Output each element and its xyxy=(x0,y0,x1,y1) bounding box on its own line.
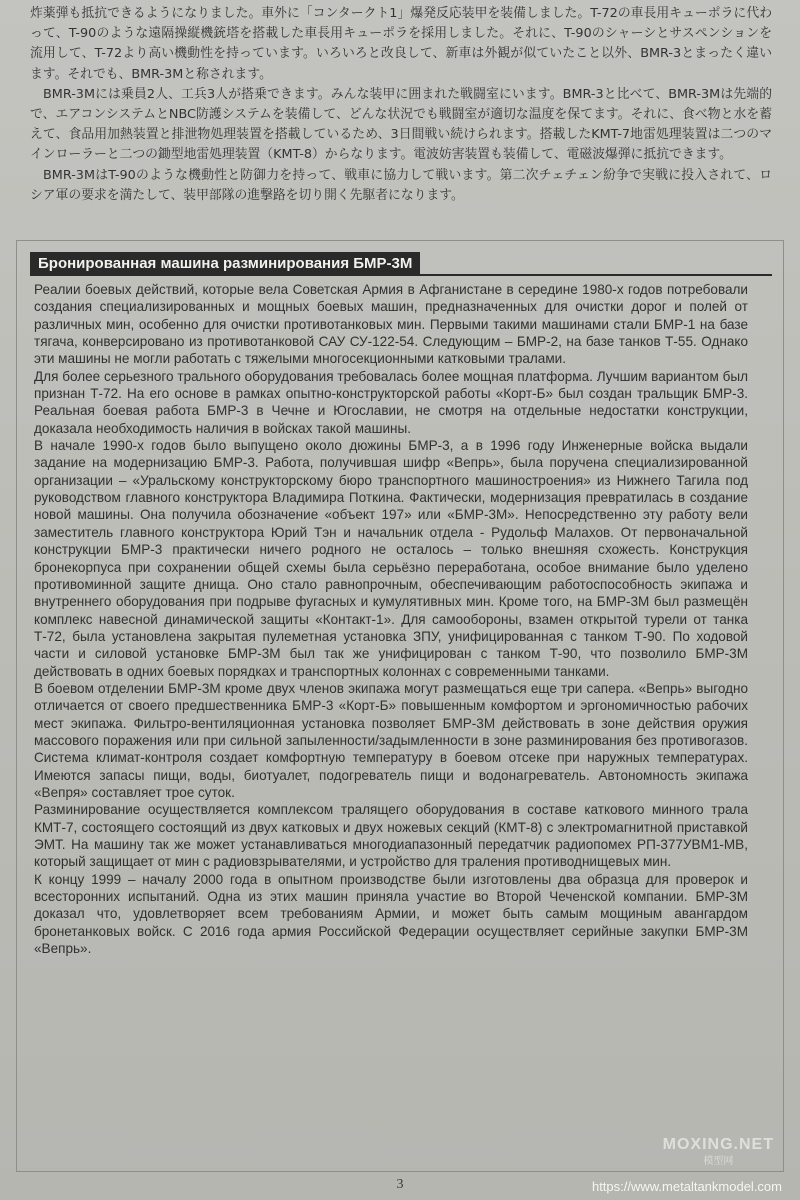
heading-rule xyxy=(30,274,772,276)
source-url: https://www.metaltankmodel.com xyxy=(591,1179,782,1194)
section-title: Бронированная машина разминирования БМР-3М xyxy=(30,252,420,276)
russian-paragraph: Реалии боевых действий, которые вела Советская Армия в Афганистане в середине 1980-х годов потребовали создания специализированных и мощных боевых машин, предназначенных для очистки дорог и полей от различных мин, особенно для очистки противотанковых мин. Первыми такими машинами стали БМР-1 на базе тягача, конверсировано из противотанковой САУ СУ-122-54. Следующим – БМР-2, на базе танков Т-55. Однако эти машины не могли работать с тяжелыми многосекционными катковыми тралами. xyxy=(34,282,748,367)
japanese-paragraph: BMR-3Mには乗員2人、工兵3人が搭乗できます。みんな装甲に囲まれた戦闘室にいます。BMR-3と比べて、BMR-3Mは先端的で、エアコンシステムとNBC防護システムを装備して、どんな状況でも戦闘室が適切な温度を保てます。それに、食べ物と水を蓄えて、食品用加熱装置と排泄物処理装置を搭載しているため、3日間戦い続けられます。搭載したKMT-7地雷処理装置は二つのマインローラーと二つの鋤型地雷処理装置（KMT-8）からなります。電波妨害装置も装備して、電磁波爆弾に抵抗できます。 xyxy=(30,86,772,163)
russian-paragraph: К концу 1999 – началу 2000 года в опытном производстве были изготовлены два образца для проверок и всесторонних испытаний. Одна из этих машин приняла участие во Второй Чеченской компании. БМР-3М доказал что, удовлетворяет всем требованиям Армии, и может быть самым мощиным авангардом бронетанковых войск. С 2016 года армия Российской Федерации осуществляет серийные закупки БМР-3М «Вепрь». xyxy=(34,871,748,957)
section-heading xyxy=(30,252,772,276)
page-number: 3 xyxy=(396,1177,404,1192)
russian-paragraph: Разминирование осуществляется комплексом тралящего оборудования в составе каткового минного трала КМТ-7, состоящего состоящий из двух катковых и двух ножевых секций (КМТ-8) с электромагнитной приставкой ЭМТ. На машину так же может устанавливаться многодиапазонный передатчик радиопомех РП-377УВМ1-МВ, который защищает от мин с радиовзрывателями, и устройство для траления противоднищевых мин. xyxy=(34,802,748,870)
japanese-paragraph: BMR-3MはT-90のような機動性と防御力を持って、戦車に協力して戦います。第二次チェチェン紛争で実戦に投入されて、ロシア軍の要求を満たして、装甲部隊の進撃路を切り開く先駆者になります。 xyxy=(30,167,772,203)
watermark-main: MOXING.NET xyxy=(662,1136,774,1153)
russian-paragraph: В боевом отделении БМР-3М кроме двух членов экипажа могут размещаться еще три сапера. «Вепрь» выгодно отличается от своего предшественника БМР-3 «Корт-Б» повышенным комфортом и эргономичностью рабочих мест экипажа. Фильтро-вентиляционная установка позволяет БМР-3М действовать в зоне действия оружия массового поражения или при сильной запыленности/задымленности в зоне разминирования без противогазов. Система климат-контроля создает комфортную температуру в боевом отсеке при наружных температурах. Имеются запасы пищи, воды, биотуалет, подогреватель пищи и водонагреватель. Автономность экипажа «Вепря» составляет трое суток. xyxy=(34,680,748,800)
russian-text-block xyxy=(34,281,748,957)
russian-paragraph: Для более серьезного трального оборудования требовалась более мощная платформа. Лучшим вариантом был признан Т-72. На его основе в рамках опытно-конструкторской работы «Корт-Б» был создан тральщик БМР-3. Реальная боевая работа БМР-3 в Чечне и Югославии, не смотря на отдельные недостатки конструкции, доказала необходимость наличия в войсках такой машины. xyxy=(34,368,748,436)
russian-paragraph: В начале 1990-х годов было выпущено около дюжины БМР-3, а в 1996 году Инженерные войска выдали задание на модернизацию БМР-3. Работа, получившая шифр «Вепрь», была поручена специализированной организации – «Уральскому конструкторскому бюро транспортного машиностроения» из Нижнего Тагила под руководством главного конструктора Владимира Поткина. Фактически, модернизация превратилась в создание новой машины. Она получила обозначение «объект 197» или «БМР-3М». Непосредственно эту работу вели заместитель главного конструктора Юрий Тэн и начальник отдела - Рудольф Малахов. От первоначальной конструкции БМР-3 практически ничего родного не осталось – только внешняя схожесть. Конструкция бронекорпуса при сохранении общей схемы была серьёзно переработана, особое внимание было уделено противоминной защите днища. Оно стало равнопрочным, обеспечивающим работоспособность экипажа и внутреннего оборудования при подрыве фугасных и кумулятивных мин. Кроме того, на БМР-3М был размещён комплекс навесной динамической защиты «Контакт-1». Для самообороны, взамен открытой турели от танка Т-72, была установлена закрытая пулеметная установка ЗПУ, унифицированная с танком Т-90. По ходовой части и силовой установке БМР-3М был так же унифицирован с танком Т-90, что позволило БМР-3М действовать в одних боевых порядках и транспортных колоннах с современными танками. xyxy=(34,438,748,679)
japanese-text-block xyxy=(30,4,772,206)
watermark xyxy=(663,1136,774,1167)
watermark-sub: 模型网 xyxy=(703,1156,734,1167)
japanese-paragraph: 炸薬弾も抵抗できるようになりました。車外に「コンタークト1」爆発反応装甲を装備しました。T-72の車長用キューポラに代わって、T-90のような遠隔操縦機銃塔を搭載した車長用キューポラを採用しました。それに、T-90のシャーシとサスペンションを流用して、T-72より高い機動性を持っています。いろいろと改良して、新車は外観が似ていたこと以外、BMR-3とまったく違います。それでも、BMR-3Mと称されます。 xyxy=(30,6,772,82)
